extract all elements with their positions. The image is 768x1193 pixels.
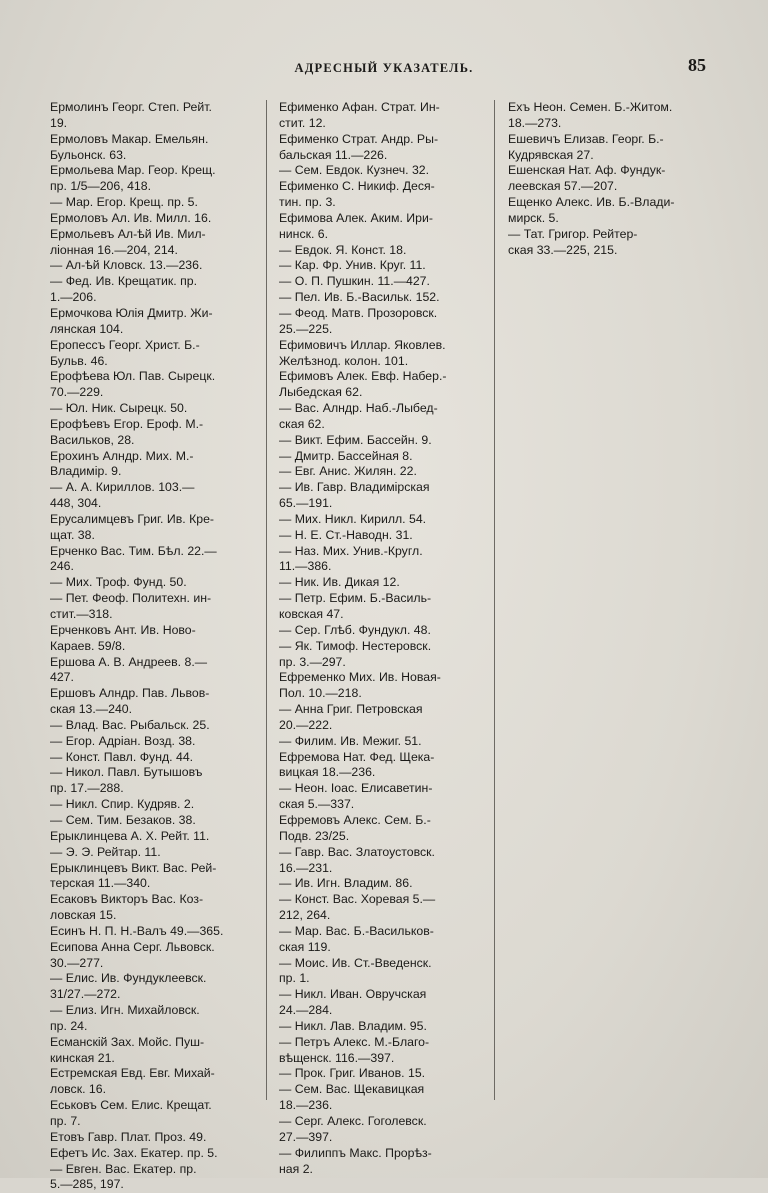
entry-line: пр. 17.—288. — [50, 781, 124, 796]
entry-line: — Филиппъ Макс. Прорѣз- — [279, 1145, 432, 1160]
entry-line: 18.—273. — [508, 115, 562, 130]
entry-line: пр. 1. — [279, 971, 310, 986]
entry-line: — Феод. Матв. Прозоровск. — [279, 305, 438, 320]
entry-line: Васильков, 28. — [50, 432, 135, 447]
entry-line: — Егор. Адрiан. Возд. 38. — [50, 733, 196, 748]
entry-line: Бульв. 46. — [50, 353, 108, 368]
entry-line: — Мар. Вас. Б.-Васильков- — [279, 923, 434, 938]
entry-line: стит. 12. — [279, 115, 326, 130]
entry-line: Ерыклинцева А. Х. Рейт. 11. — [50, 828, 210, 843]
entry-line: — Фед. Ив. Крещатик. пр. — [50, 274, 197, 289]
entry-line: 30.—277. — [50, 955, 104, 970]
entry-line: — Анна Григ. Петровская — [279, 702, 423, 717]
directory-column-3 — [508, 100, 712, 258]
entry-line: Лыбедская 62. — [279, 385, 363, 400]
entry-line: Ефименко Афан. Страт. Ин- — [279, 100, 440, 114]
entry-line: 24.—284. — [279, 1003, 333, 1018]
entry-line: мирск. 5. — [508, 210, 559, 225]
page-number: 85 — [688, 55, 706, 75]
entry-line: — Гавр. Вас. Златоустовск. — [279, 844, 435, 859]
entry-line: ловская 15. — [50, 908, 117, 923]
entry-line: 16.—231. — [279, 860, 333, 875]
entry-line: — Евг. Анис. Жилян. 22. — [279, 464, 417, 479]
entry-line: Ерофѣева Юл. Пав. Сырецк. — [50, 369, 216, 384]
entry-line: нинск. 6. — [279, 226, 329, 241]
entry-line: Владимiр. 9. — [50, 464, 122, 479]
entry-line: 427. — [50, 670, 74, 685]
entry-line: — Наз. Мих. Унив.-Кругл. — [279, 543, 423, 558]
entry-line: леевская 57.—207. — [508, 179, 618, 194]
entry-line: пр. 24. — [50, 1018, 88, 1033]
entry-line: Ещенко Алекс. Ив. Б.-Влади- — [508, 195, 675, 210]
entry-line: 25.—225. — [279, 321, 333, 336]
entry-line: — Никл. Спир. Кудряв. 2. — [50, 797, 195, 812]
entry-line: кинская 21. — [50, 1050, 115, 1065]
entry-line: Ефимовичъ Иллар. Яковлев. — [279, 337, 446, 352]
entry-line: 5.—285, 197. — [50, 1177, 124, 1192]
entry-line: — Сем. Евдок. Кузнеч. 32. — [279, 163, 430, 178]
entry-line: Ехъ Неон. Семен. Б.-Житом. — [508, 100, 673, 114]
entry-line: ковская 47. — [279, 607, 344, 621]
entry-line: Ефетъ Ис. Зах. Екатер. пр. 5. — [50, 1145, 218, 1160]
entry-line: Ефименко Страт. Андр. Ры- — [279, 131, 439, 146]
entry-line: — Н. Е. Ст.-Наводн. 31. — [279, 527, 413, 542]
entry-line: — Никл. Иван. Овручская — [279, 987, 427, 1002]
entry-line: Ерохинъ Алндр. Мих. М.- — [50, 448, 194, 463]
entry-line: — Елис. Ив. Фундуклеевск. — [50, 971, 207, 986]
entry-line: Ешенская Нат. Аф. Фундук- — [508, 163, 666, 178]
column-divider — [266, 100, 267, 1100]
entry-line: пр. 1/5—206, 418. — [50, 179, 152, 194]
entry-line: — Мих. Троф. Фунд. 50. — [50, 575, 187, 590]
entry-line: пр. 3.—297. — [279, 654, 346, 669]
entry-line: ская 13.—240. — [50, 702, 133, 717]
entry-line: Есинъ Н. П. Н.-Валъ 49.—365. — [50, 923, 224, 938]
entry-line: — Сер. Глѣб. Фундукл. 48. — [279, 622, 431, 637]
entry-line: — Ал-ѣй Кловск. 13.—236. — [50, 258, 203, 273]
directory-column-1 — [50, 100, 260, 1193]
entry-line: Ермочкова Юлiя Дмитр. Жи- — [50, 305, 213, 320]
entry-line: — Евген. Вас. Екатер. пр. — [50, 1161, 197, 1176]
entry-line: Еськовъ Сем. Елис. Крещат. — [50, 1098, 212, 1113]
entry-line: — Сем. Тим. Безаков. 38. — [50, 812, 196, 827]
entry-line: — Прок. Григ. Иванов. 15. — [279, 1066, 426, 1081]
entry-line: лiонная 16.—204, 214. — [50, 242, 178, 257]
entry-line: Ермольева Мар. Геор. Крещ. — [50, 163, 216, 178]
entry-line: Ефименко С. Никиф. Деся- — [279, 179, 435, 194]
entry-line: — Ив. Гавр. Владимiрская — [279, 480, 430, 495]
directory-column-2 — [279, 100, 483, 1177]
entry-line: 70.—229. — [50, 385, 104, 400]
entry-line: — О. П. Пушкин. 11.—427. — [279, 274, 430, 289]
entry-line: — Никл. Лав. Владим. 95. — [279, 1018, 427, 1033]
entry-line: Ефременко Мих. Ив. Новая- — [279, 670, 441, 685]
entry-line: — Юл. Ник. Сырецк. 50. — [50, 401, 188, 416]
entry-line: Ефимовъ Алек. Евф. Набер.- — [279, 369, 447, 384]
entry-line: 212, 264. — [279, 908, 331, 923]
entry-line: вицкая 18.—236. — [279, 765, 376, 780]
entry-line: Ерофѣевъ Егор. Ероф. М.- — [50, 416, 204, 431]
entry-line: Ершовъ Алндр. Пав. Львов- — [50, 686, 210, 701]
entry-line: терская 11.—340. — [50, 876, 151, 891]
entry-line: Ефремовъ Алекс. Сем. Б.- — [279, 812, 431, 827]
entry-line: тин. пр. 3. — [279, 195, 336, 210]
entry-line: — Конст. Павл. Фунд. 44. — [50, 749, 194, 764]
entry-line: Пол. 10.—218. — [279, 686, 362, 701]
entry-line: — Мар. Егор. Крещ. пр. 5. — [50, 195, 198, 210]
entry-line: Есманскiй Зах. Мойс. Пуш- — [50, 1034, 205, 1049]
entry-line: — Як. Тимоф. Нестеровск. — [279, 638, 432, 653]
entry-line: вѣщенск. 116.—397. — [279, 1050, 395, 1065]
entry-line: — Сем. Вас. Щекавицкая — [279, 1082, 425, 1097]
entry-line: ская 5.—337. — [279, 797, 355, 812]
entry-line: — Петръ Алекс. М.-Благо- — [279, 1034, 430, 1049]
entry-line: — Э. Э. Рейтар. 11. — [50, 844, 161, 859]
entry-line: Ешевичъ Елизав. Георг. Б.- — [508, 131, 664, 146]
entry-line: ская 33.—225, 215. — [508, 242, 618, 257]
entry-line: 1.—206. — [50, 290, 97, 305]
entry-line: Естремская Евд. Евг. Михай- — [50, 1066, 215, 1081]
entry-line: Ермоловъ Ал. Ив. Милл. 16. — [50, 210, 212, 225]
entry-line: — Евдок. Я. Конст. 18. — [279, 242, 407, 257]
entry-line: Есипова Анна Серг. Львовск. — [50, 939, 215, 954]
entry-line: 18.—236. — [279, 1098, 333, 1113]
entry-line: Бульонск. 63. — [50, 147, 127, 162]
entry-line: Караев. 59/8. — [50, 638, 126, 653]
entry-line: — Серг. Алекс. Гоголевск. — [279, 1114, 427, 1128]
entry-line: Еропессъ Георг. Христ. Б.- — [50, 337, 200, 352]
entry-line: 246. — [50, 559, 74, 574]
entry-line: Есаковъ Викторъ Вас. Коз- — [50, 892, 204, 907]
entry-line: бальская 11.—226. — [279, 147, 388, 162]
entry-line: — Неон. Iоас. Елисаветин- — [279, 781, 433, 796]
entry-line: — Моис. Ив. Ст.-Введенск. — [279, 955, 432, 970]
page-header — [0, 55, 768, 79]
entry-line: — Ив. Игн. Владим. 86. — [279, 876, 413, 891]
entry-line: — Пет. Феоф. Политехн. ин- — [50, 591, 212, 606]
entry-line: Подв. 23/25. — [279, 828, 350, 843]
entry-line: Ершова А. В. Андреев. 8.— — [50, 654, 208, 669]
entry-line: 11.—386. — [279, 559, 332, 574]
entry-line: — Викт. Ефим. Бассейн. 9. — [279, 432, 432, 447]
entry-line: — Тат. Григор. Рейтер- — [508, 226, 638, 241]
entry-line: — А. А. Кириллов. 103.— — [50, 480, 195, 495]
entry-line: Ермолинъ Георг. Степ. Рейт. — [50, 100, 212, 114]
entry-line: — Кар. Фр. Унив. Круг. 11. — [279, 258, 426, 273]
entry-line: стит.—318. — [50, 607, 113, 621]
entry-line: 448, 304. — [50, 496, 102, 511]
entry-line: Ефремова Нат. Фед. Щека- — [279, 749, 435, 764]
entry-line: — Никол. Павл. Бутышовъ — [50, 765, 203, 780]
entry-line: пр. 7. — [50, 1114, 81, 1128]
entry-line: Ерченко Вас. Тим. Бѣл. 22.— — [50, 543, 217, 558]
entry-line: — Дмитр. Бассейная 8. — [279, 448, 413, 463]
entry-line: лянская 104. — [50, 321, 124, 336]
entry-line: Ерченковъ Ант. Ив. Ново- — [50, 622, 196, 637]
entry-line: Кудрявская 27. — [508, 147, 594, 162]
entry-line: 19. — [50, 115, 68, 130]
entry-line: Ерыклинцевъ Викт. Вас. Рей- — [50, 860, 217, 875]
entry-line: 27.—397. — [279, 1129, 333, 1144]
entry-line: — Пел. Ив. Б.-Васильк. 152. — [279, 290, 440, 305]
entry-line: Ермольевъ Ал-ѣй Ив. Мил- — [50, 226, 206, 241]
entry-line: Ефимова Алек. Аким. Ири- — [279, 210, 433, 225]
entry-line: — Конст. Вас. Хоревая 5.— — [279, 892, 436, 907]
entry-line: — Петр. Ефим. Б.-Василь- — [279, 591, 432, 606]
entry-line: — Влад. Вас. Рыбальск. 25. — [50, 717, 210, 732]
entry-line: Ерусалимцевъ Григ. Ив. Кре- — [50, 511, 215, 526]
entry-line: Ермоловъ Макар. Емельян. — [50, 131, 209, 146]
entry-line: — Вас. Алндр. Наб.-Лыбед- — [279, 401, 438, 416]
entry-line: ская 62. — [279, 416, 325, 431]
entry-line: ская 119. — [279, 939, 331, 954]
entry-line: Желѣзнод. колон. 101. — [279, 353, 409, 368]
running-title: АДРЕСНЫЙ УКАЗАТЕЛЬ. — [294, 61, 474, 75]
entry-line: 31/27.—272. — [50, 987, 121, 1002]
entry-line: Етовъ Гавр. Плат. Проз. 49. — [50, 1129, 207, 1144]
entry-line: ловск. 16. — [50, 1082, 107, 1097]
entry-line: щат. 38. — [50, 527, 95, 542]
entry-line: — Елиз. Игн. Михайловск. — [50, 1003, 200, 1018]
entry-line: 65.—191. — [279, 496, 333, 511]
entry-line: 20.—222. — [279, 717, 333, 732]
entry-line: — Филим. Ив. Межиг. 51. — [279, 733, 422, 748]
entry-line: — Мих. Никл. Кирилл. 54. — [279, 511, 427, 526]
entry-line: ная 2. — [279, 1161, 313, 1176]
entry-line: — Ник. Ив. Дикая 12. — [279, 575, 400, 590]
column-divider — [494, 100, 495, 1100]
